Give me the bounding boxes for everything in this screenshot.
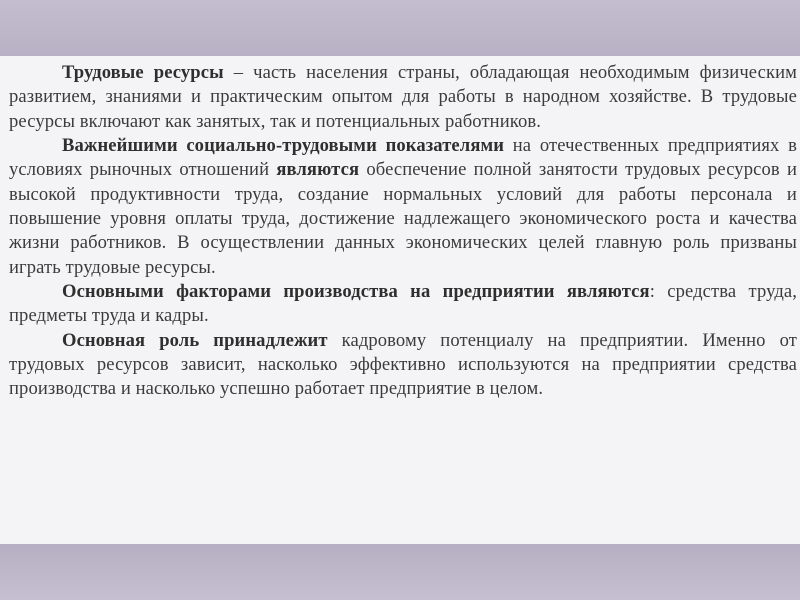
paragraph-text: – часть населения страны, обладающая необходимым физическим развитием, знаниями и практическим опытом для работы в народном хозяйстве. В трудовые ресурсы включают как занятых, так и потенциальных работников. (9, 62, 797, 132)
term-are: являются (276, 159, 360, 181)
paragraph-text: кадровому потенциалу на предприятии. Именно от трудовых ресурсов зависит, насколько эффективно используются на предприятии средства производства и насколько успешно работает предприятие в целом. (9, 329, 797, 400)
paragraph-text: на отечественных предприятиях в условиях рыночных отношений (9, 135, 797, 181)
paragraph-text: : средства труда, предметы труда и кадры. (9, 281, 797, 327)
bottom-background-band (0, 544, 800, 600)
term-social-labor-indicators: Важнейшими социально-трудовыми показателями (62, 135, 505, 157)
top-background-band (0, 0, 800, 56)
paragraph-social-labor-indicators (9, 134, 797, 280)
paragraph-main-role (9, 329, 797, 402)
paragraph-production-factors (9, 280, 797, 329)
paragraph-text: обеспечение полной занятости трудовых ресурсов и высокой продуктивности труда, создание нормальных условий для работы персонала и повышение уровня оплаты труда, достижение надлежащего экономического роста и качества жизни работников. В осуществлении данных экономических целей главную роль призваны играть трудовые ресурсы. (9, 159, 797, 278)
term-main-role: Основная роль принадлежит (62, 329, 328, 351)
term-labor-resources: Трудовые ресурсы (62, 62, 224, 83)
paragraph-labor-resources (9, 61, 797, 134)
term-production-factors: Основными факторами производства на предприятии являются (62, 281, 650, 303)
slide-text-body (9, 61, 797, 402)
slide-content-area (0, 56, 800, 544)
